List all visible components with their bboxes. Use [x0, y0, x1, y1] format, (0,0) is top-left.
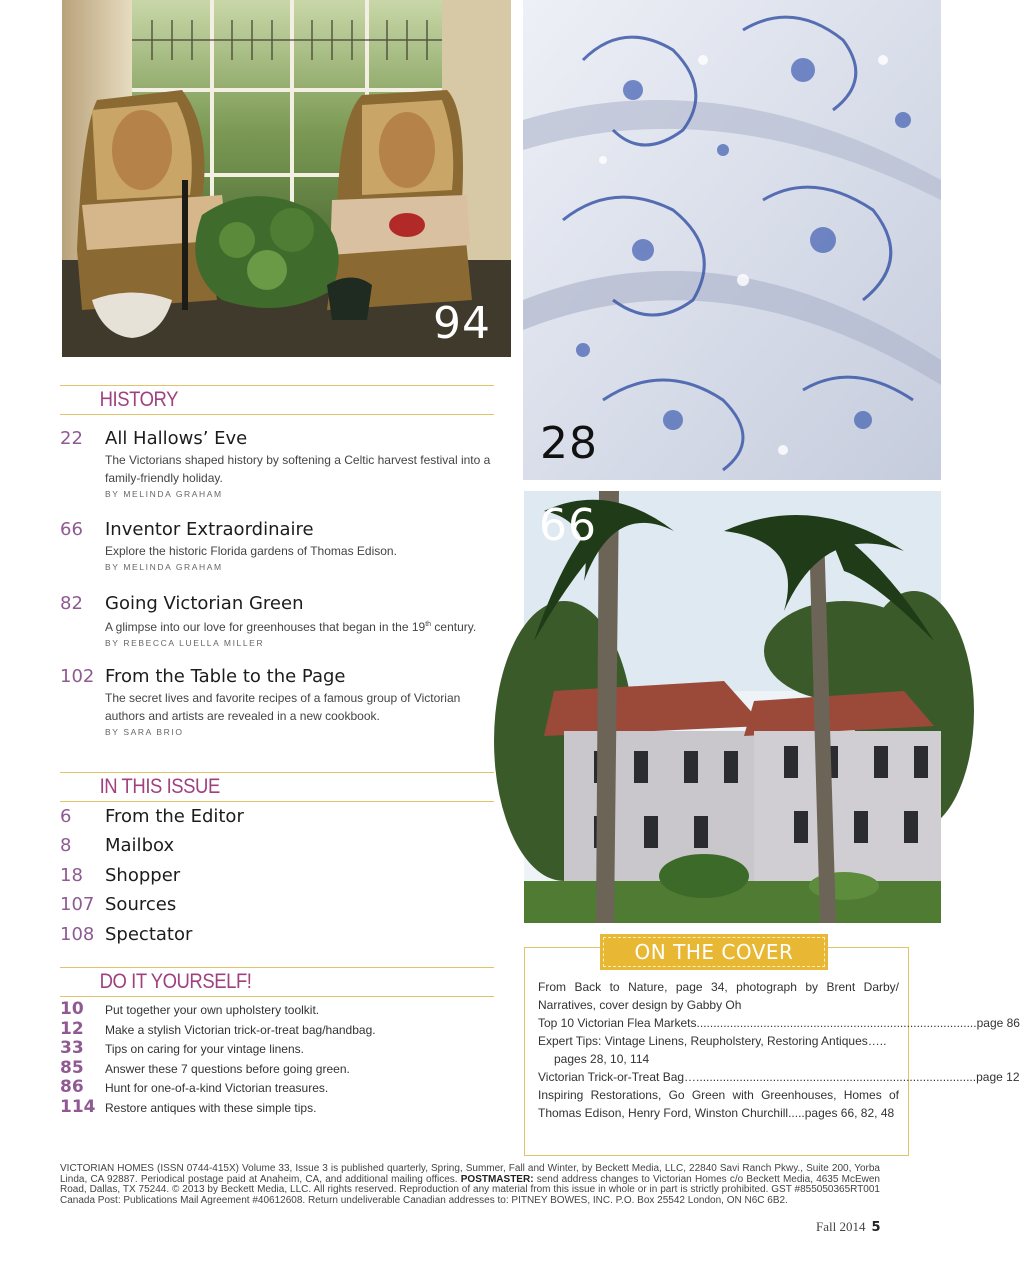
article-title: Going Victorian Green — [105, 593, 304, 614]
folio — [816, 1219, 881, 1235]
description-text-end: century. — [431, 620, 477, 634]
photo-page-number: 66 — [539, 500, 597, 551]
item-title: From the Editor — [105, 806, 244, 827]
chairs-photo — [62, 0, 511, 357]
divider — [60, 996, 494, 997]
cover-line-text: Victorian Trick-or-Treat Bag… — [538, 1070, 697, 1084]
cover-line-pages: pages 28, 10, 114 — [554, 1052, 650, 1066]
article-description — [105, 616, 510, 636]
divider — [60, 801, 494, 802]
description-text: A glimpse into our love for greenhouses that began in the 19 — [105, 620, 426, 634]
page-number: 114 — [60, 1097, 96, 1117]
article-entry[interactable] — [60, 519, 510, 572]
house-photo — [524, 491, 941, 923]
page-number: 107 — [60, 894, 95, 915]
article-entry[interactable] — [60, 428, 510, 499]
superscript: th — [425, 621, 432, 628]
cover-line: Inspiring Restorations, Go Green with Greenhouses, Homes of Thomas Edison, Henry Ford, Winston Churchill.....pages 66, 82, 48 — [538, 1088, 899, 1120]
cover-line-page: page 12 — [976, 1070, 1020, 1084]
page-number: 86 — [60, 1077, 84, 1097]
item-title: Spectator — [105, 924, 193, 945]
history-section-header — [60, 385, 494, 415]
page-number: 8 — [60, 835, 72, 856]
article-description: The Victorians shaped history by softening a Celtic harvest festival into a family-friendly holiday. — [105, 453, 491, 485]
page-number: 102 — [60, 666, 95, 687]
article-entry[interactable] — [60, 666, 510, 737]
on-the-cover-tag: ON THE COVER — [600, 934, 828, 970]
page-number: 66 — [60, 519, 83, 540]
photo-page-number: 28 — [540, 418, 598, 469]
article-byline: BY SARA BRIO — [105, 727, 184, 737]
cover-text — [538, 978, 1020, 1122]
item-title: Put together your own upholstery toolkit. — [105, 1003, 320, 1017]
dot-leader: .................................................................................... — [696, 1070, 977, 1084]
page-number: 108 — [60, 924, 95, 945]
page-number: 82 — [60, 593, 83, 614]
article-byline: BY MELINDA GRAHAM — [105, 489, 223, 499]
page-number: 6 — [60, 806, 72, 827]
in-this-issue-section-header — [60, 772, 494, 802]
notice-text: VICTORIAN HOMES (ISSN 0744-415X) Volume 33, Issue 3 is published quarterly, Spring, Summer, Fall and Winter, by Beckett Media, LLC, 22840 Savi Ranch Pkwy., Suite 200, Yorba Linda, CA 92887. Periodical postage paid at Anaheim, CA, and additional mailing offices. — [60, 1163, 880, 1185]
cover-line: Expert Tips: Vintage Linens, Reupholstery, Restoring Antiques….. — [538, 1034, 887, 1048]
photo-page-number: 94 — [433, 298, 491, 349]
cover-line-text: Top 10 Victorian Flea Markets — [538, 1016, 697, 1030]
page-number: 33 — [60, 1038, 84, 1058]
article-entry[interactable] — [60, 593, 510, 648]
article-description: The secret lives and favorite recipes of a famous group of Victorian authors and artists are revealed in a new cookbook. — [105, 691, 461, 723]
issue-date: Fall 2014 — [816, 1219, 866, 1234]
item-title: Make a stylish Victorian trick-or-treat bag/handbag. — [105, 1023, 376, 1037]
page-number: 10 — [60, 999, 84, 1019]
article-byline: BY MELINDA GRAHAM — [105, 562, 223, 572]
article-title: Inventor Extraordinaire — [105, 519, 314, 540]
page-number: 18 — [60, 865, 83, 886]
palm-house-photo-icon — [524, 491, 941, 923]
notice-text-end: send address changes to Victorian Homes c/o Beckett Media, 4635 McEwen Road, Dallas, TX 75244. © 2013 by Beckett Media, LLC. All rights reserved. Reproduction of any material from this issue in whole or in part is strictly prohibited. GST #855050365RT001 Canada Post: Publications Mail Agreement #40612608. Return undeliverable Canadian addresses to: PITNEY BOWES, INC. P.O. Box 25542 London, ON N6C 6B2. — [60, 1173, 880, 1206]
item-title: Hunt for one-of-a-kind Victorian treasures. — [105, 1081, 329, 1095]
postmaster-label: POSTMASTER: — [460, 1173, 534, 1185]
item-title: Mailbox — [105, 835, 175, 856]
diy-section-header — [60, 967, 494, 997]
item-title: Shopper — [105, 865, 181, 886]
article-title: From the Table to the Page — [105, 666, 346, 687]
page-number: 12 — [60, 1019, 84, 1039]
cover-credit: From Back to Nature, page 34, photograph by Brent Darby/ Narratives, cover design by Gabby Oh — [538, 980, 899, 1012]
cover-line — [538, 1014, 1020, 1032]
item-title: Tips on caring for your vintage linens. — [105, 1042, 304, 1056]
item-title: Answer these 7 questions before going green. — [105, 1062, 350, 1076]
item-title: Sources — [105, 894, 177, 915]
item-title: Restore antiques with these simple tips. — [105, 1101, 317, 1115]
article-title: All Hallows’ Eve — [105, 428, 248, 449]
page-number: 85 — [60, 1058, 84, 1078]
publication-notice — [60, 1164, 880, 1206]
article-byline: BY REBECCA LUELLA MILLER — [105, 638, 265, 648]
cover-line — [538, 1068, 1020, 1086]
linens-photo — [523, 0, 941, 480]
article-description: Explore the historic Florida gardens of Thomas Edison. — [105, 544, 397, 558]
cover-line-page: page 86 — [976, 1016, 1020, 1030]
page-folio-number: 5 — [871, 1220, 881, 1235]
embroidered-linens-photo-icon — [523, 0, 941, 480]
page-number: 22 — [60, 428, 83, 449]
divider — [60, 414, 494, 415]
section-title: DO IT YOURSELF! — [99, 970, 252, 993]
dot-leader: .................................................................................... — [696, 1016, 977, 1030]
section-title: IN THIS ISSUE — [99, 775, 220, 798]
section-title: HISTORY — [99, 388, 179, 411]
